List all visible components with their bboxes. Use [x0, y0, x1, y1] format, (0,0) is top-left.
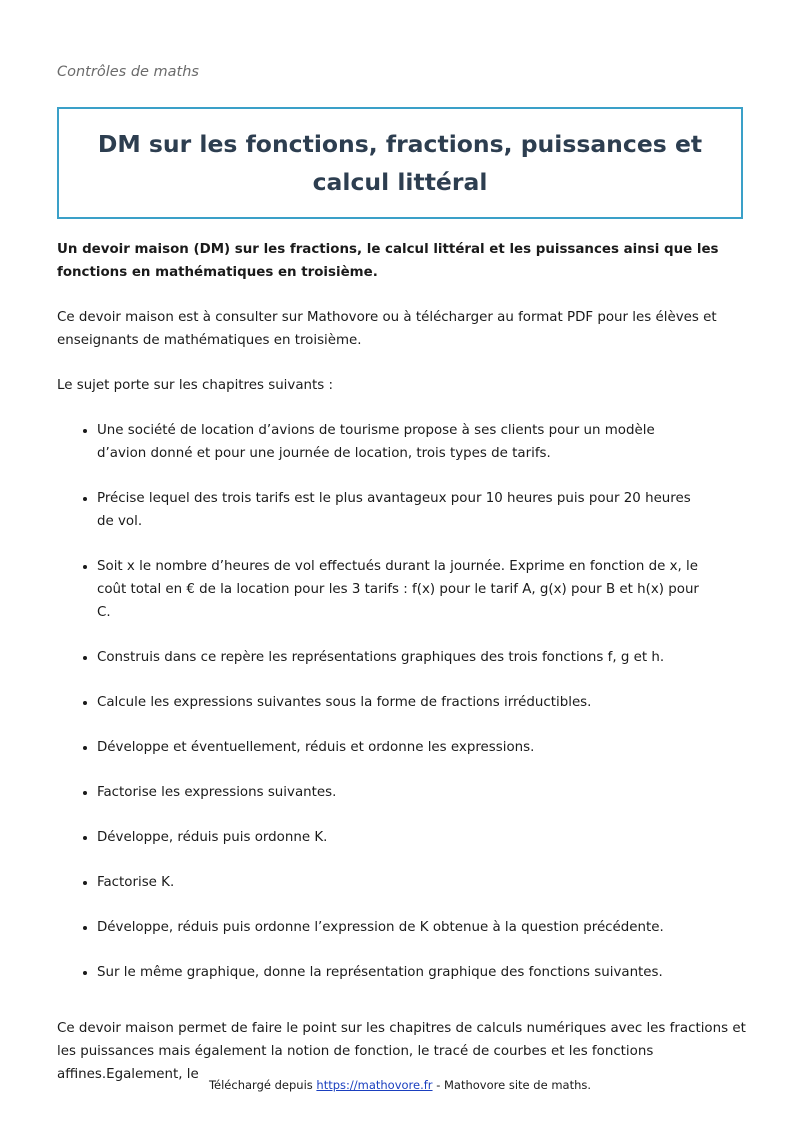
list-item: • Développe, réduis puis ordonne l’expression de K obtenue à la question précédente.	[97, 916, 747, 939]
footer-prefix: Téléchargé depuis	[208, 1078, 317, 1092]
page-footer	[0, 1078, 800, 1092]
description-paragraph: Ce devoir maison est à consulter sur Mathovore ou à télécharger au format PDF pour les élèves et enseignants de mathématiques en troisième.	[57, 310, 717, 348]
list-item: • Précise lequel des trois tarifs est le plus avantageux pour 10 heures puis pour 20 heures de vol.	[97, 487, 747, 533]
title-box	[57, 107, 743, 219]
list-item: • Sur le même graphique, donne la représentation graphique des fonctions suivantes.	[97, 961, 747, 984]
list-item: • Une société de location d’avions de tourisme propose à ses clients pour un modèle d’avion donné et pour une journée de location, trois types de tarifs.	[97, 419, 747, 465]
list-item: • Calcule les expressions suivantes sous la forme de fractions irréductibles.	[97, 691, 747, 714]
lead-paragraph: Un devoir maison (DM) sur les fractions, le calcul littéral et les puissances ainsi que les fonctions en mathématiques en troisième.	[57, 242, 719, 280]
chapters-intro: Le sujet porte sur les chapitres suivants :	[57, 378, 334, 393]
list-item: • Développe, réduis puis ordonne K.	[97, 826, 747, 849]
category-label: Contrôles de maths	[57, 64, 199, 80]
list-item: • Développe et éventuellement, réduis et ordonne les expressions.	[97, 736, 747, 759]
list-item: • Soit x le nombre d’heures de vol effectués durant la journée. Exprime en fonction de x, le coût total en € de la location pour les 3 tarifs : f(x) pour le tarif A, g(x) pour B et h(x) pour C.	[97, 555, 747, 624]
list-item: • Factorise les expressions suivantes.	[97, 781, 747, 804]
closing-paragraph: Ce devoir maison permet de faire le point sur les chapitres de calculs numériques avec les fractions et les puissances mais également la notion de fonction, le tracé de courbes et les fonctions affines.Egalement, le	[57, 1021, 746, 1082]
list-item: • Factorise K.	[97, 871, 747, 894]
article-body	[57, 238, 747, 1006]
page-title: DM sur les fonctions, fractions, puissances et calcul littéral	[97, 130, 703, 196]
chapter-list	[57, 419, 747, 984]
list-item: • Construis dans ce repère les représentations graphiques des trois fonctions f, g et h.	[97, 646, 747, 669]
footer-suffix: - Mathovore site de maths.	[432, 1078, 592, 1092]
footer-link[interactable]: https://mathovore.fr	[316, 1078, 433, 1092]
